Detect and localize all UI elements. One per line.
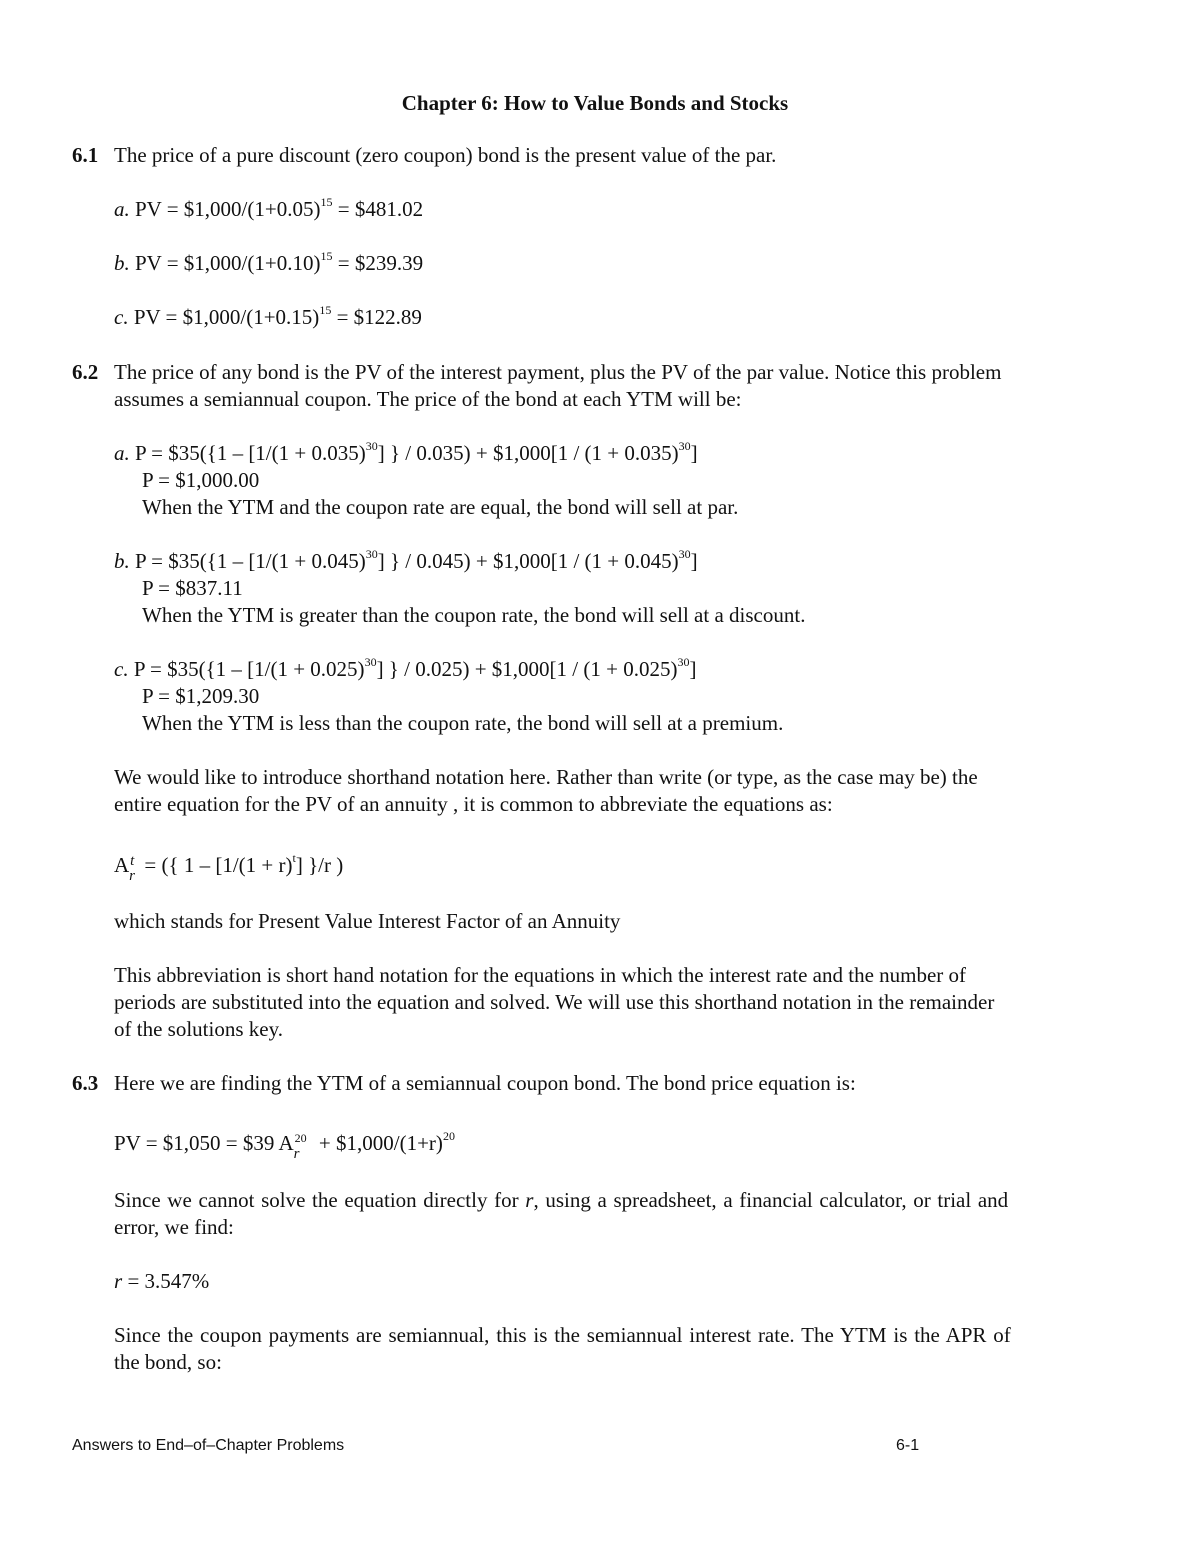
problem-6-2-b-price: P = $837.11: [142, 576, 243, 600]
problem-6-1-number: 6.1: [72, 143, 99, 167]
r-result: r = 3.547%: [114, 1269, 210, 1293]
problem-6-2-c-formula: c. P = $35({1 – $[1/(1 + 0.025)^{30}]$ } / 0.025) + $1,000[1 / $(1 + 0.025)^{30}$]: [114, 655, 697, 681]
problem-6-3-number: 6.3: [72, 1071, 99, 1095]
problem-6-2-line-2: assumes a semiannual coupon. The price of the bond at each YTM will be:: [114, 387, 742, 411]
problem-6-1-b: b. PV = $\$1,000/(1+0.10)^{15}$ = $239.39: [114, 249, 424, 275]
problem-6-1-intro: The price of a pure discount (zero coupon) bond is the present value of the par.: [114, 143, 777, 167]
solve-line-2: error, we find:: [114, 1215, 234, 1239]
abbreviation-line-3: of the solutions key.: [114, 1017, 283, 1041]
semiannual-line-1: Since the coupon payments are semiannual, this is the semiannual interest rate. The YTM is the APR of: [114, 1323, 1011, 1347]
annuity-factor-equation: A t r = ({ $1 - [1/(1 + r)^t]$ }/r ): [114, 851, 344, 885]
shorthand-intro-line-1: We would like to introduce shorthand notation here. Rather than write (or type, as the case may be) the: [114, 765, 978, 789]
problem-6-2-a-formula: a. P = $35({1 – $[1/(1 + 0.035)^{30}]$ } / 0.035) + $1,000[1 / $(1 + 0.035)^{30}$]: [114, 439, 698, 465]
problem-6-2-a-price: P = $1,000.00: [142, 468, 260, 492]
problem-6-2-c-note: When the YTM is less than the coupon rate, the bond will sell at a premium.: [142, 711, 784, 735]
page-title: Chapter 6: How to Value Bonds and Stocks: [401, 91, 789, 115]
problem-6-2-b-formula: b. P = $35({1 – $[1/(1 + 0.045)^{30}]$ } / 0.045) + $1,000[1 / $(1 + 0.045)^{30}$]: [114, 547, 698, 573]
footer-left: Answers to End–of–Chapter Problems: [72, 1437, 345, 1454]
problem-6-1-c: c. PV = $\$1,000/(1+0.15)^{15}$ = $122.89: [114, 303, 422, 329]
abbreviation-line-1: This abbreviation is short hand notation for the equations in which the interest rate and the number of: [114, 963, 967, 987]
problem-6-1-a: a. PV = $\$1,000/(1+0.05)^{15}$ = $481.02: [114, 195, 424, 221]
solve-line-1: Since we cannot solve the equation directly for r, using a spreadsheet, a financial calculator, or trial and: [114, 1188, 1009, 1212]
problem-6-2-number: 6.2: [72, 360, 99, 384]
shorthand-intro-line-2: entire equation for the PV of an annuity , it is common to abbreviate the equations as:: [114, 792, 833, 816]
problem-6-2-line-1: The price of any bond is the PV of the interest payment, plus the PV of the par value. Notice this problem: [114, 360, 1002, 384]
semiannual-line-2: the bond, so:: [114, 1350, 222, 1374]
abbreviation-line-2: periods are substituted into the equation and solved. We will use this shorthand notation in the remainder: [114, 990, 995, 1014]
page-number: 6-1: [896, 1437, 920, 1454]
annuity-factor-definition: which stands for Present Value Interest Factor of an Annuity: [114, 909, 621, 933]
problem-6-2-c-price: P = $1,209.30: [142, 684, 260, 708]
problem-6-2-a-note: When the YTM and the coupon rate are equal, the bond will sell at par.: [142, 495, 739, 519]
problem-6-3-intro: Here we are finding the YTM of a semiannual coupon bond. The bond price equation is:: [114, 1071, 856, 1095]
bond-price-equation: PV = $1,050 = $39 A 20 r + $\$1,000/(1+r)^{20}$: [114, 1129, 455, 1163]
problem-6-2-b-note: When the YTM is greater than the coupon rate, the bond will sell at a discount.: [142, 603, 806, 627]
